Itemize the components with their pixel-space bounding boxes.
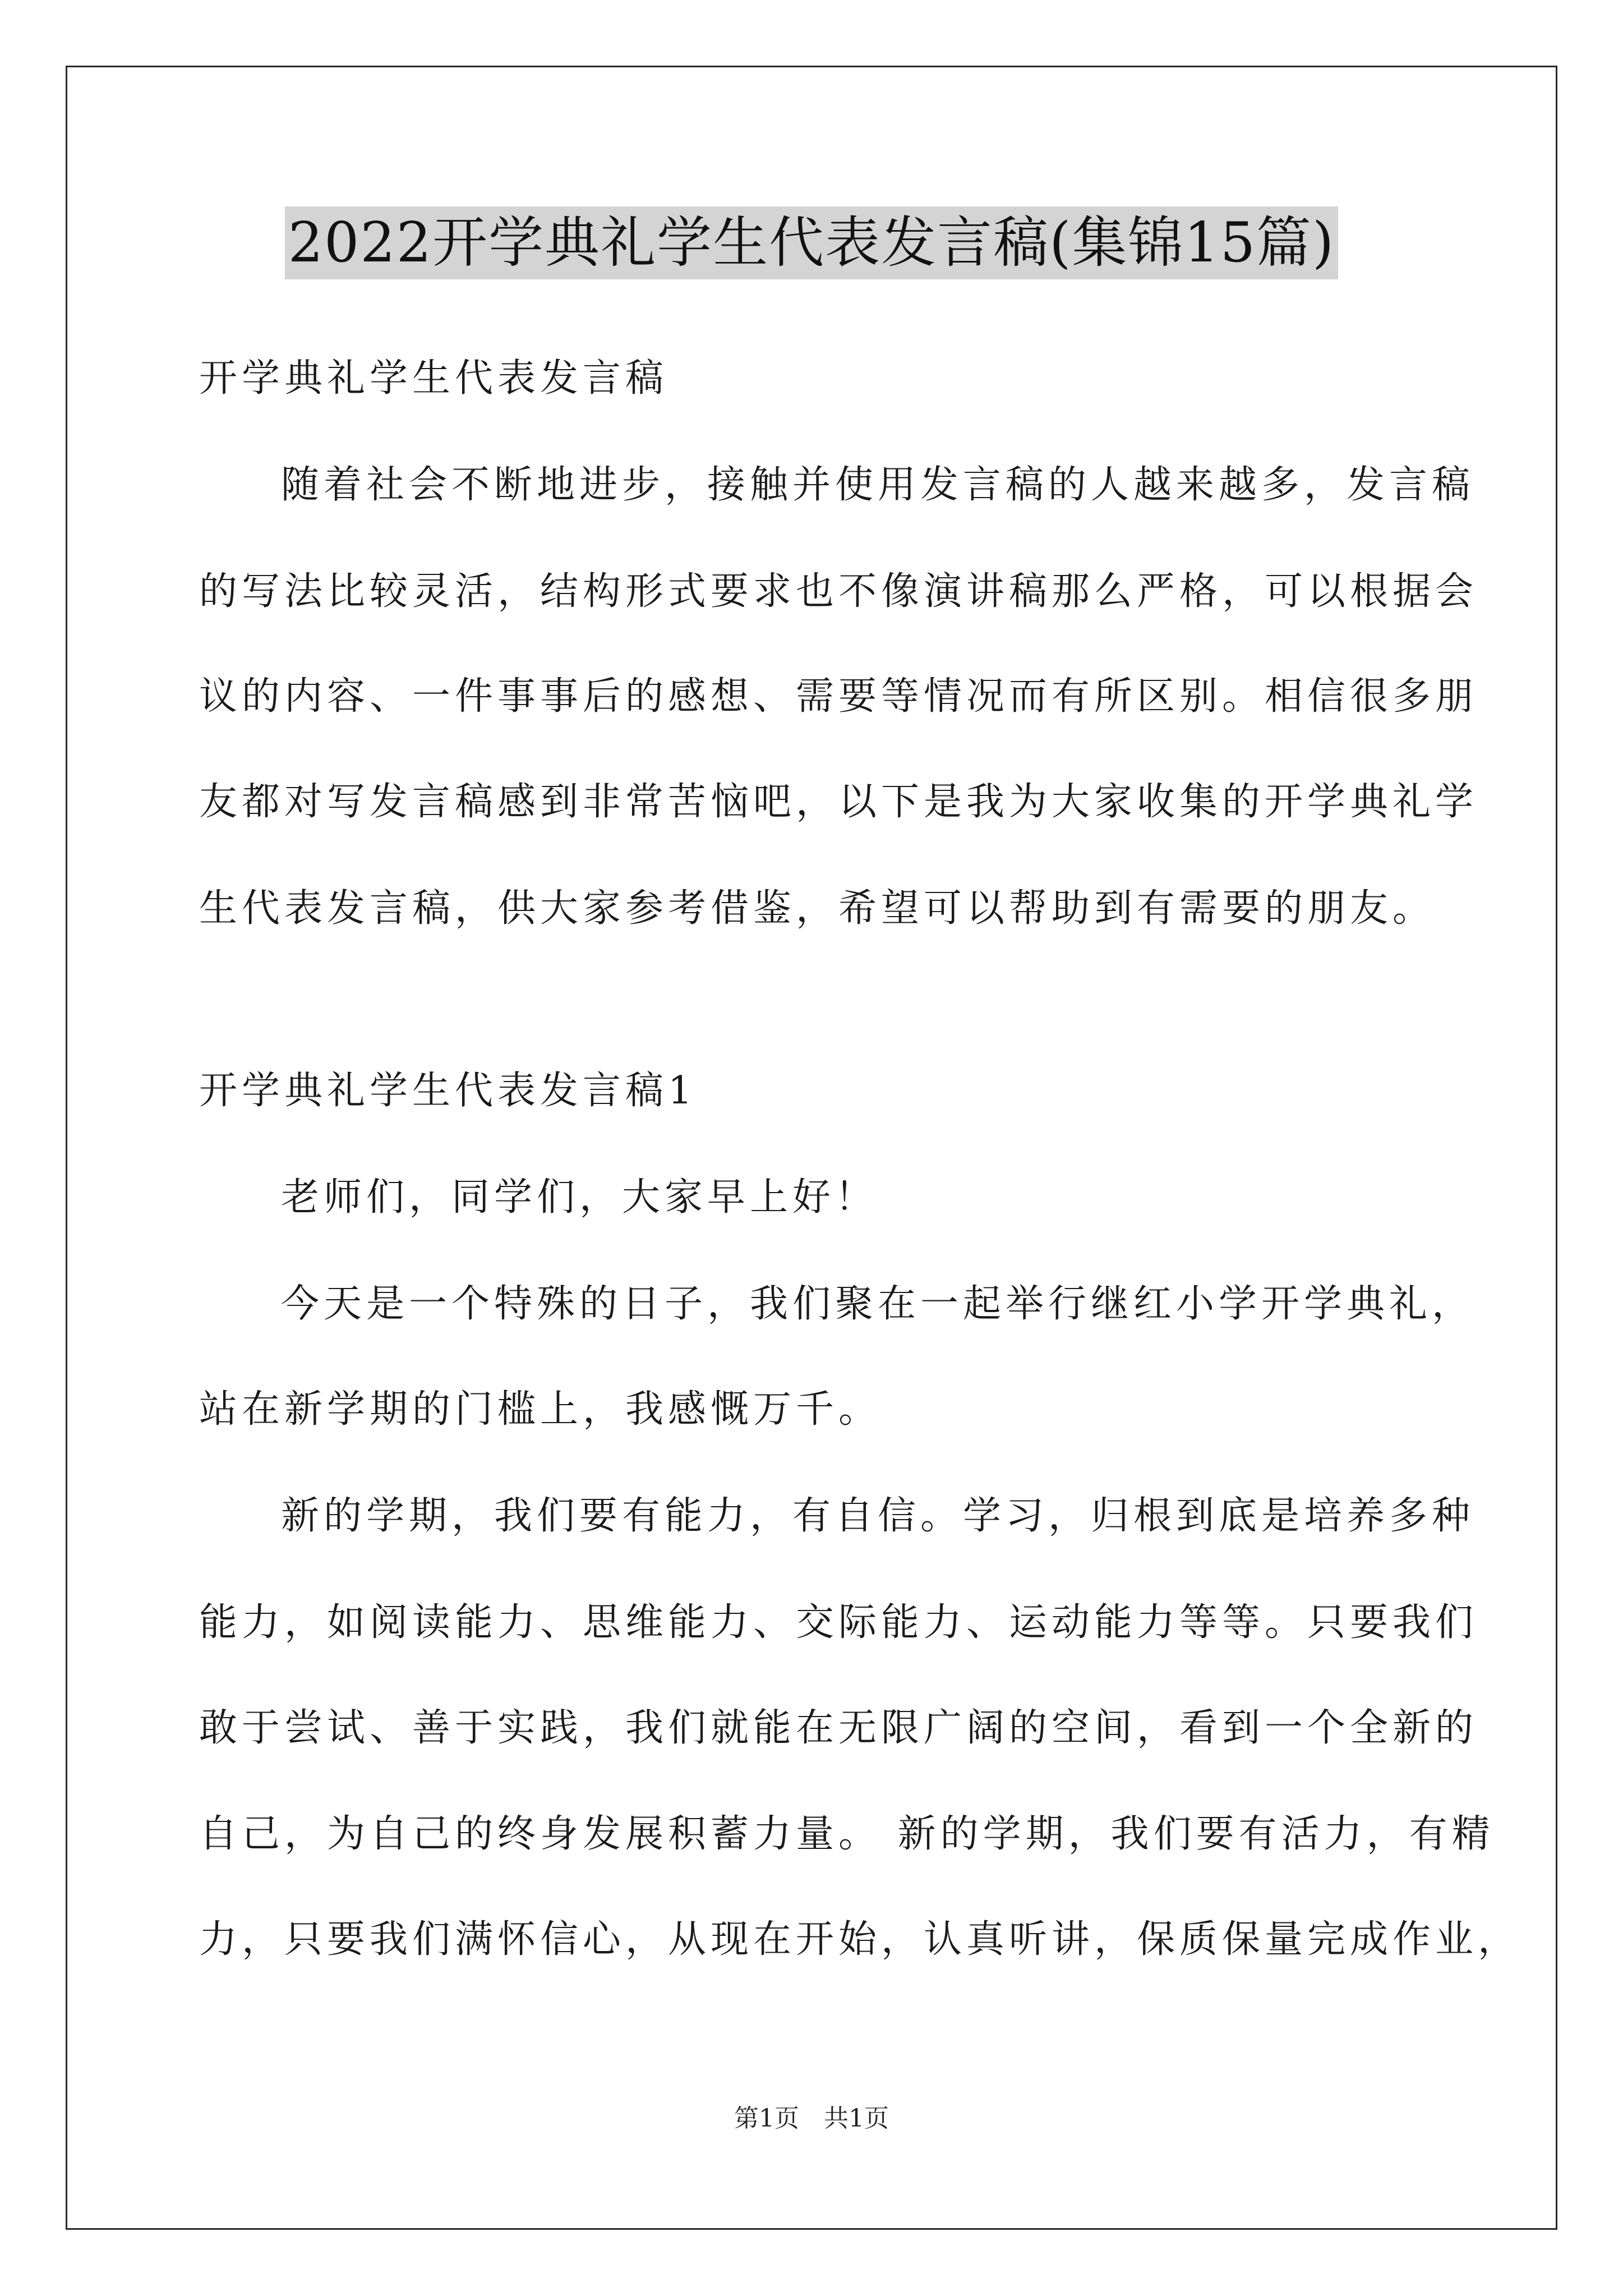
paragraph-line: 友都对写发言稿感到非常苦恼吧，以下是我为大家收集的开学典礼学 <box>199 780 1478 824</box>
paragraph-line: 议的内容、一件事事后的感想、需要等情况而有所区别。相信很多朋 <box>199 674 1478 719</box>
paragraph-line: 自己，为自己的终身发展积蓄力量。 新的学期，我们要有活力，有精 <box>199 1812 1495 1856</box>
paragraph-line: 力，只要我们满怀信心，从现在开始，认真听讲，保质保量完成作业， <box>199 1917 1521 1962</box>
paragraph-line: 今天是一个特殊的日子，我们聚在一起举行继红小学开学典礼， <box>281 1282 1475 1326</box>
paragraph-line: 敢于尝试、善于实践，我们就能在无限广阔的空间，看到一个全新的 <box>199 1706 1478 1750</box>
title-container <box>0 206 1623 279</box>
document-title: 2022开学典礼学生代表发言稿(集锦15篇) <box>285 206 1339 279</box>
paragraph-line: 生代表发言稿，供大家参考借鉴，希望可以帮助到有需要的朋友。 <box>199 886 1436 931</box>
section-heading: 开学典礼学生代表发言稿 <box>199 356 668 401</box>
paragraph-line: 站在新学期的门槛上，我感慨万千。 <box>199 1387 882 1432</box>
paragraph-line: 能力，如阅读能力、思维能力、交际能力、运动能力等等。只要我们 <box>199 1600 1478 1645</box>
paragraph-line: 老师们，同学们，大家早上好！ <box>281 1175 878 1220</box>
paragraph-line: 的写法比较灵活，结构形式要求也不像演讲稿那么严格，可以根据会 <box>199 569 1478 614</box>
page-footer: 第1页 共1页 <box>734 2104 889 2133</box>
paragraph-line: 新的学期，我们要有能力，有自信。学习，归根到底是培养多种 <box>281 1494 1475 1538</box>
section-heading: 开学典礼学生代表发言稿1 <box>199 1069 697 1113</box>
paragraph-line: 随着社会不断地进步，接触并使用发言稿的人越来越多，发言稿 <box>281 463 1475 507</box>
